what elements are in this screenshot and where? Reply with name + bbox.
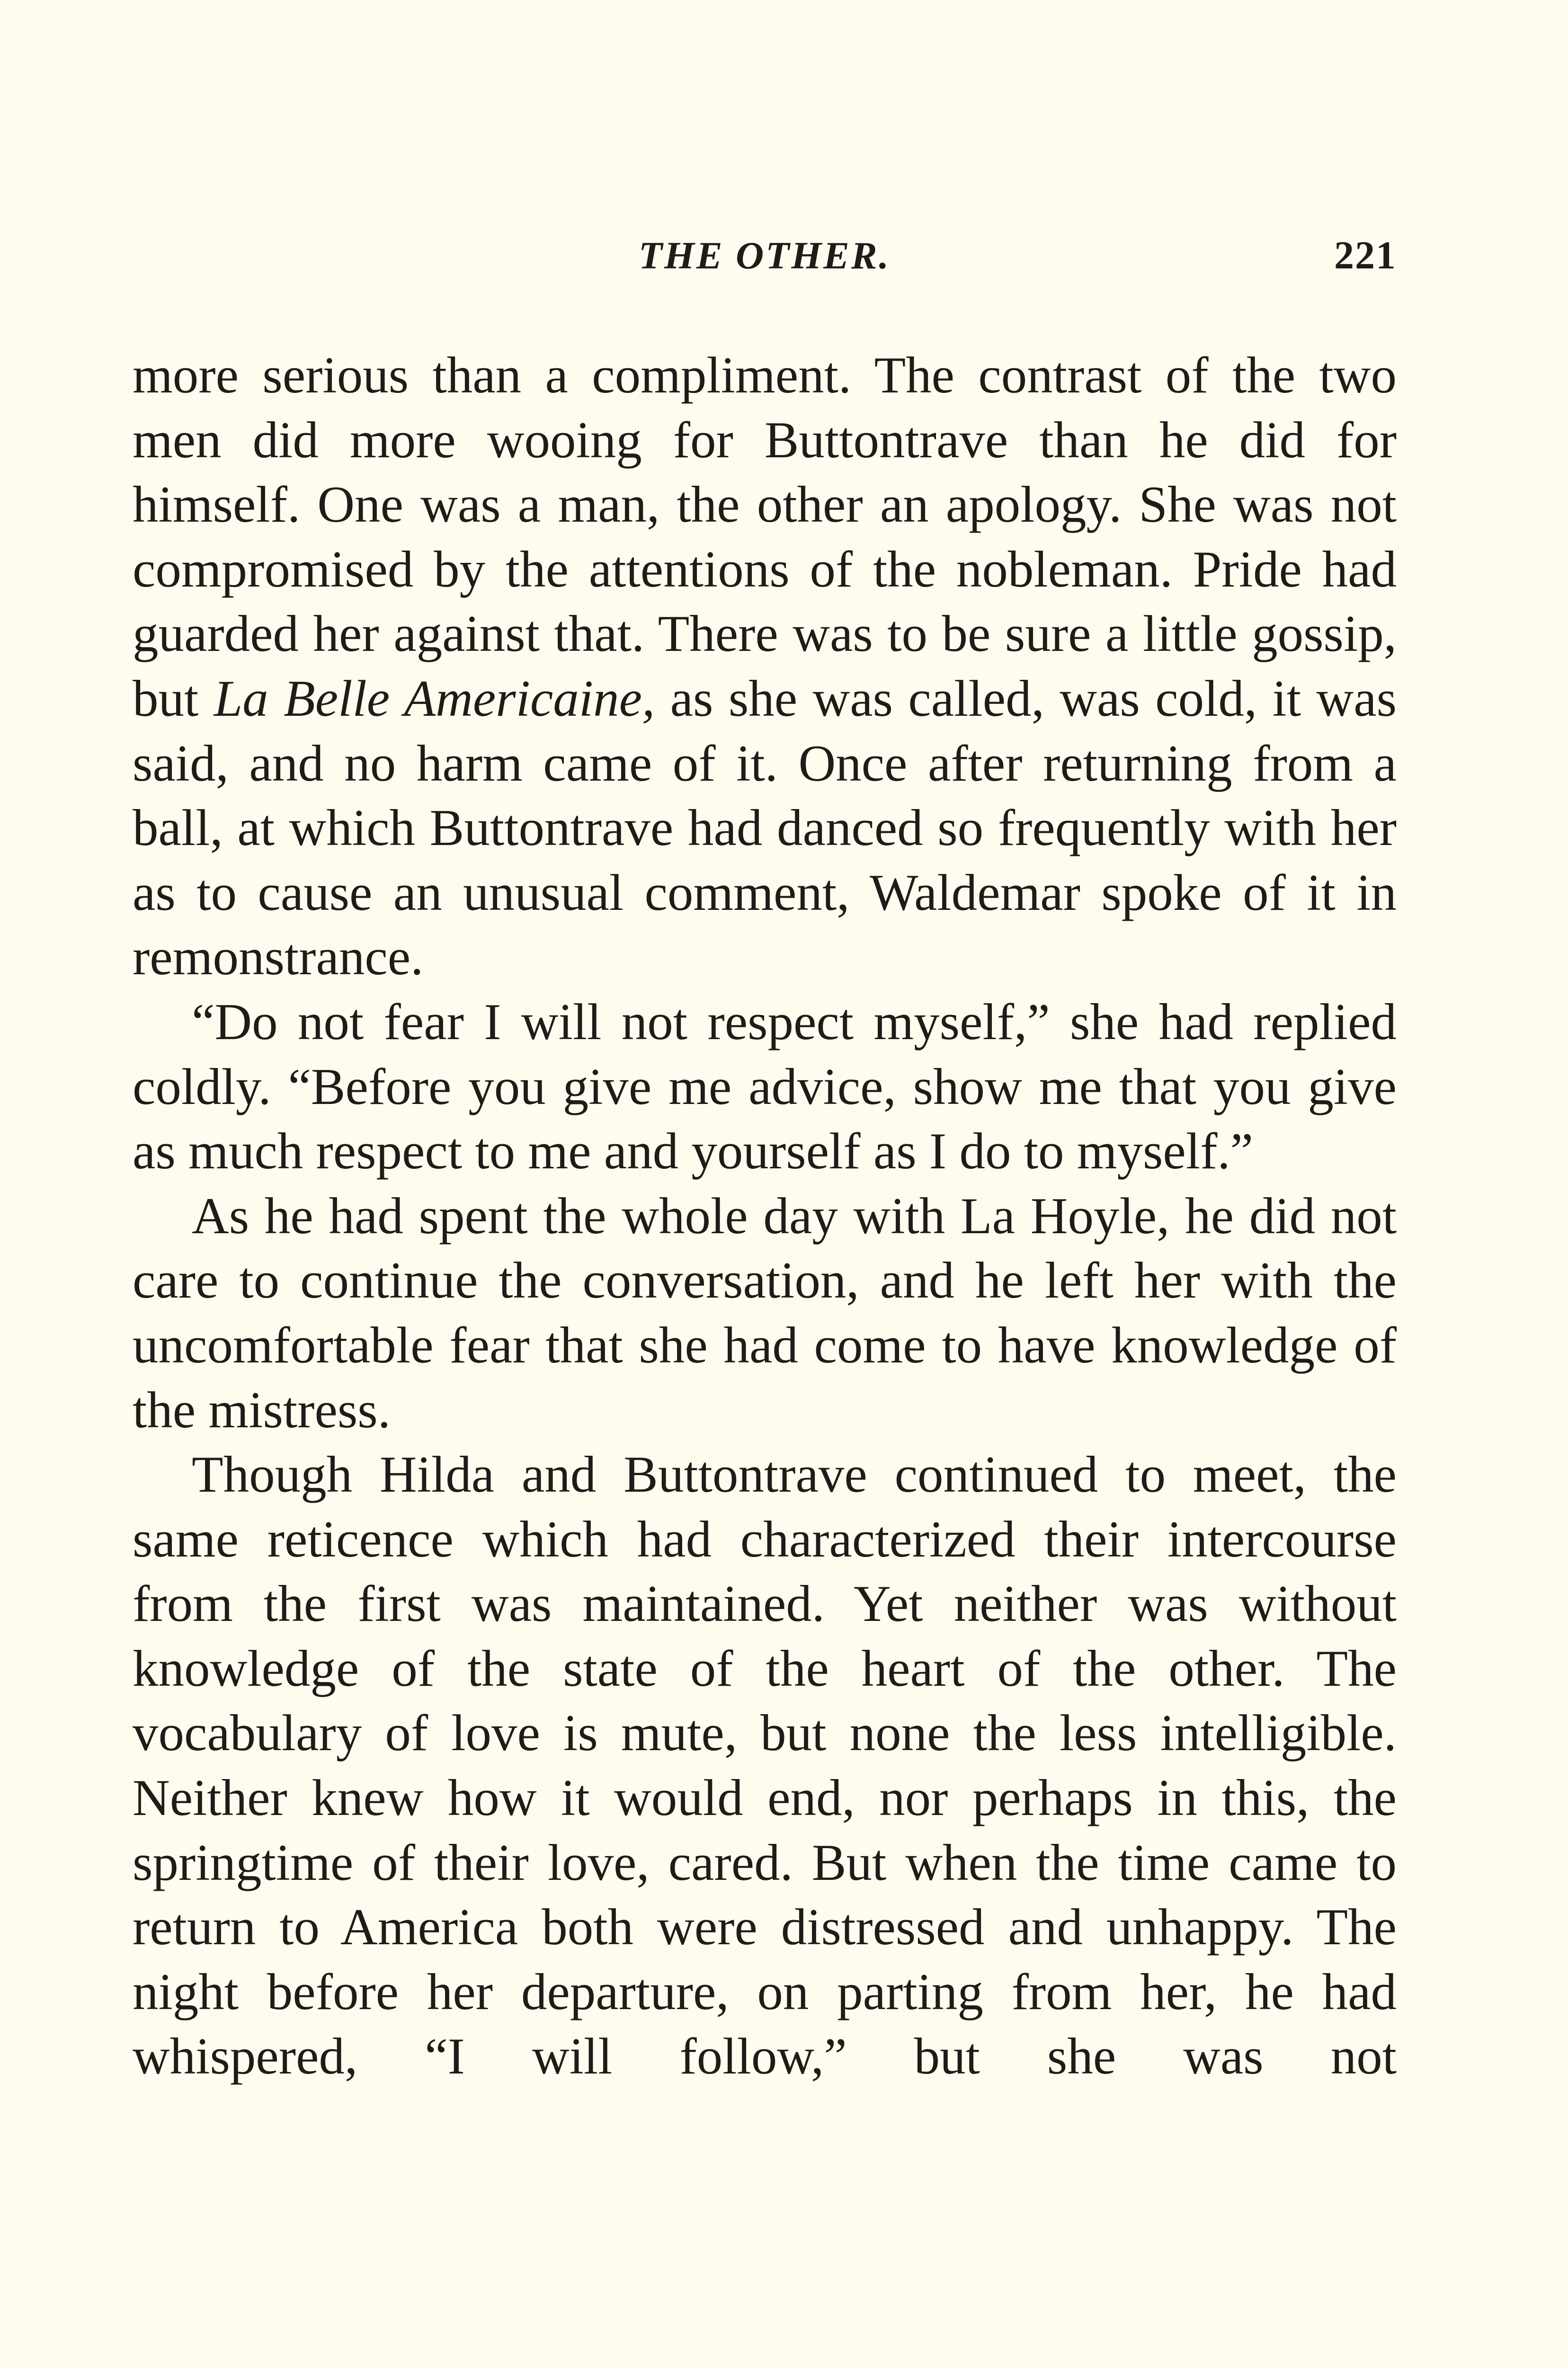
- paragraph-1-text-after: as she was called, was cold, it was said, and no harm came of it. Once after returning from a ball, at which Buttontrave had danced so frequently with her as to cause an unusual comment, Waldemar spoke of it in remonstrance.: [133, 669, 1397, 986]
- paragraph-4: Though Hilda and Buttontrave continued to meet, the same reticence which had characterized their intercourse from the first was maintained. Yet neither was without knowledge of the state of the heart of the other. The vocabulary of love is mute, but none the less intelligible. Neither knew how it would end, nor perhaps in this, the springtime of their love, cared. But when the time came to return to America both were distressed and unhappy. The night before her departure, on parting from her, he had whispered, “I will follow,” but she was not: [133, 1446, 1397, 2085]
- running-title: THE OTHER.: [638, 234, 891, 277]
- italic-title: La Belle Americaine,: [214, 669, 655, 727]
- paragraph-2: “Do not fear I will not respect myself,” she had replied coldly. “Before you give me advice, show me that you give as much respect to me and yourself as I do to myself.”: [133, 993, 1397, 1180]
- page-number: 221: [1334, 233, 1397, 277]
- paragraph-3: As he had spent the whole day with La Hoyle, he did not care to continue the conversation, and he left her with the uncomfortable fear that she had come to have knowledge of the mistress.: [133, 1187, 1397, 1439]
- paragraph-1-text-before: more serious than a compliment. The contrast of the two men did more wooing for Buttontrave than he did for himself. One was a man, the other an apology. She was not compromised by the attentions of the nobleman. Pride had guarded her against that. There was to be sure a little gossip, but: [133, 347, 1397, 727]
- paragraph-1: [133, 343, 1397, 990]
- body-text: [133, 343, 1397, 2089]
- running-head: [133, 222, 1397, 289]
